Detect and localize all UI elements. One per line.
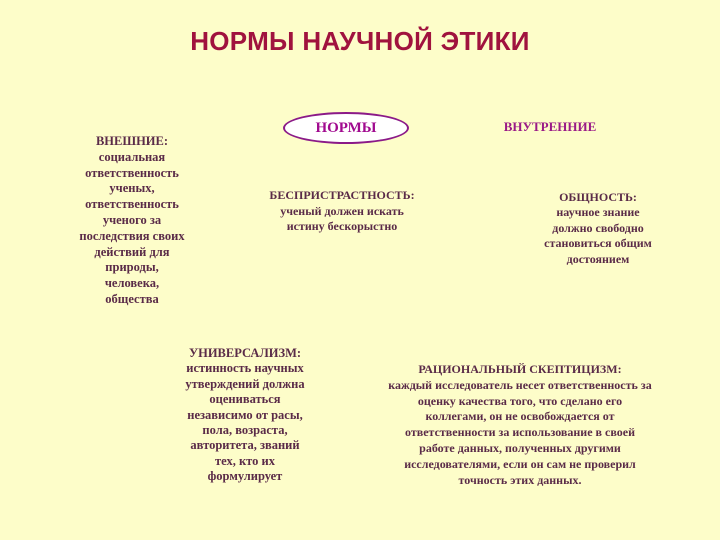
skepticism-block: [348, 362, 692, 488]
center-oval-label: НОРМЫ: [315, 119, 377, 136]
external-norms-text: ВНЕШНИЕ: социальная ответственность ученых, ответственность ученого за последствия своих действий для природы, человека, общества: [79, 134, 185, 306]
disinterest-block: [232, 188, 452, 235]
universalism-block: [160, 346, 330, 485]
disinterest-text: БЕСПРИСТРАСТНОСТЬ: ученый должен искать истину бескорыстно: [269, 188, 415, 234]
universalism-text: УНИВЕРСАЛИЗМ: истинность научных утверждений должна оцениваться независимо от расы, пола, возраста, авторитета, званий тех, кто их формулирует: [185, 346, 305, 484]
commonality-text: ОБЩНОСТЬ: научное знание должно свободно становиться общим достоянием: [544, 190, 652, 266]
external-norms-block: [52, 134, 212, 308]
center-oval: [283, 112, 409, 144]
page-title: НОРМЫ НАУЧНОЙ ЭТИКИ: [190, 26, 530, 56]
internal-heading: ВНУТРЕННИЕ: [503, 119, 597, 134]
commonality-block: [512, 190, 684, 267]
skepticism-text: РАЦИОНАЛЬНЫЙ СКЕПТИЦИЗМ: каждый исследователь несет ответственность за оценку качества того, что сделано его коллегами, он не освобождается от ответственности за использование в своей работе данных, полученных другими исследователями, если он сам не проверил точность этих данных.: [388, 362, 652, 487]
